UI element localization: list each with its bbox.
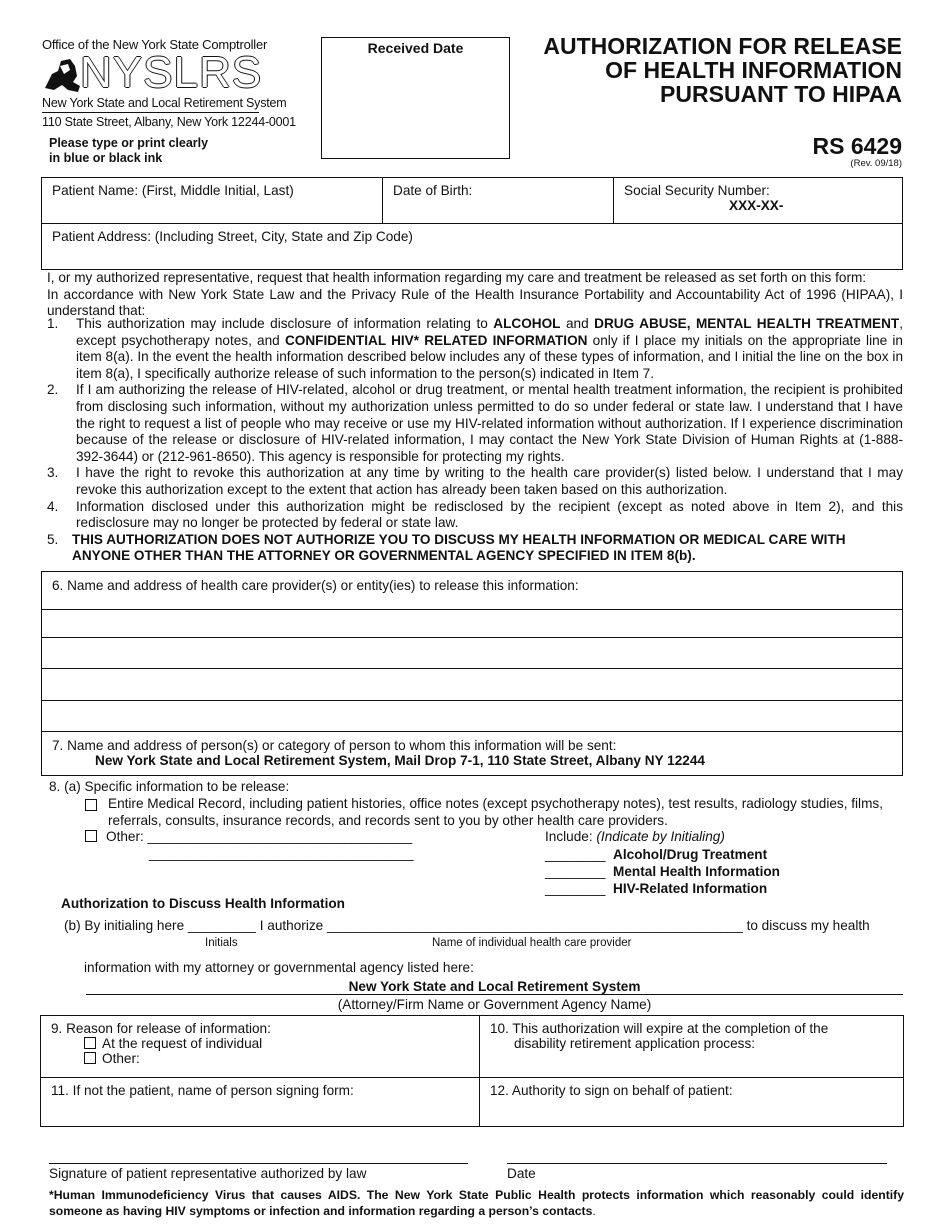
signer-name-field[interactable]: 11. If not the patient, name of person signing form: bbox=[41, 1078, 480, 1127]
info-line: information with my attorney or governmental agency listed here: bbox=[84, 960, 474, 975]
recipient-field: 7. Name and address of person(s) or category of person to whom this information will be sent: New York State and Local Retirement System, Mail Drop 7-1, 110 State Street, Albany NY 12244 bbox=[42, 732, 903, 776]
mental-health-option[interactable]: ________ Mental Health Information bbox=[545, 864, 780, 879]
list-item: 2. If I am authorizing the release of HIV-related, alcohol or drug treatment, or mental health treatment information, the recipient is prohibited from disclosing such information, without my authorization unless permitted to do so under federal or state law. I understand that I have the right to request a list of people who may receive or use my HIV-related information without authorization. If I experience discrimination because of the release or disclosure of HIV-related information, I may contact the New York State Division of Human Rights at (1-888-392-3644) or (212-961-8650). This agency is responsible for protecting my rights. bbox=[47, 382, 903, 464]
recipient-value: New York State and Local Retirement System, Mail Drop 7-1, 110 State Street, Albany NY 12244 bbox=[95, 753, 705, 768]
ssn-field[interactable]: Social Security Number: XXX-XX- bbox=[614, 178, 903, 224]
authority-field[interactable]: 12. Authority to sign on behalf of patient: bbox=[480, 1078, 904, 1127]
agency-value: New York State and Local Retirement System bbox=[86, 979, 903, 995]
entire-record-checkbox[interactable] bbox=[85, 799, 97, 811]
provider-line-4[interactable] bbox=[42, 701, 903, 732]
section-8b-line[interactable]: (b) By initialing here _________ I authorize _______________________________________________________ to discuss my health bbox=[64, 918, 870, 933]
date-of-birth-field[interactable]: Date of Birth: bbox=[383, 178, 614, 224]
date-caption: Date bbox=[507, 1166, 536, 1181]
office-address: 110 State Street, Albany, New York 12244-0001 bbox=[42, 115, 296, 129]
provider-line-2[interactable] bbox=[42, 638, 903, 669]
instructions: Please type or print clearly in blue or black ink bbox=[49, 136, 209, 165]
reason-other-checkbox[interactable] bbox=[84, 1052, 96, 1064]
received-date-box[interactable] bbox=[321, 37, 510, 159]
other-line-2[interactable]: ___________________________________ bbox=[149, 846, 414, 861]
list-item: 5. THIS AUTHORIZATION DOES NOT AUTHORIZE YOU TO DISCUSS MY HEALTH INFORMATION OR MEDICAL CARE WITH ANYONE OTHER THAN THE ATTORNEY OR GOVERNMENTAL AGENCY SPECIFIED IN ITEM 8(b). bbox=[47, 531, 846, 564]
request-checkbox[interactable] bbox=[84, 1037, 96, 1049]
patient-info-table bbox=[41, 177, 903, 270]
list-item: 1. This authorization may include disclosure of information relating to ALCOHOL and DRUG ABUSE, MENTAL HEALTH TREATMENT, except psychotherapy notes, and CONFIDENTIAL HIV* RELATED INFORMATION only if I place my initials on the appropriate line in item 8(a). In the event the health information described below includes any of these types of information, and I initial the line on the box in item 8(a), I specifically authorize release of such information to the person(s) indicated in Item 7. bbox=[47, 316, 903, 381]
reason-other-option[interactable]: Other: bbox=[51, 1051, 469, 1066]
list-item: 3. I have the right to revoke this authorization at any time by writing to the health care provider(s) listed below. I understand that I may revoke this authorization except to the extent that action has already been taken based on this authorization. bbox=[47, 465, 903, 497]
date-line[interactable] bbox=[507, 1163, 887, 1164]
provider-table bbox=[41, 571, 903, 776]
received-date-label: Received Date bbox=[367, 40, 464, 56]
revision-date: (Rev. 09/18) bbox=[850, 158, 902, 169]
provider-label: 6. Name and address of health care provider(s) or entity(ies) to release this information: bbox=[42, 572, 903, 610]
alcohol-drug-option[interactable]: ________ Alcohol/Drug Treatment bbox=[545, 847, 768, 862]
other-option[interactable]: Other: ___________________________________ bbox=[85, 829, 412, 844]
logo-wordmark: NYSLRS bbox=[80, 48, 263, 97]
reason-field: 9. Reason for release of information: At the request of individual Other: bbox=[41, 1016, 480, 1078]
provider-line-1[interactable] bbox=[42, 610, 903, 638]
initials-caption: Initials bbox=[205, 937, 238, 949]
form-title: AUTHORIZATION FOR RELEASE OF HEALTH INFORMATION PURSUANT TO HIPAA bbox=[543, 33, 902, 107]
reason-request-option[interactable]: At the request of individual bbox=[51, 1036, 469, 1051]
system-name: New York State and Local Retirement System bbox=[42, 96, 287, 110]
auth-discuss-heading: Authorization to Discuss Health Information bbox=[61, 896, 345, 911]
footnote: *Human Immunodeficiency Virus that causes AIDS. The New York State Public Health protects information which reasonably could identify someone as having HIV symptoms or infection and information regarding a person’s contacts. bbox=[49, 1188, 904, 1218]
signature-caption: Signature of patient representative authorized by law bbox=[49, 1166, 367, 1181]
intro-text: I, or my authorized representative, request that health information regarding my care and treatment be released as set forth on this form: In accordance with New York State Law and the Privacy Rule of the Health Insurance Portability and Accountability Act of 1996 (HIPAA), I understand that: bbox=[47, 270, 903, 319]
list-item: 4. Information disclosed under this authorization might be redisclosed by the recipient (except as noted above in Item 2), and this redisclosure may no longer be protected by federal or state law. bbox=[47, 498, 903, 531]
nyslrs-logo bbox=[42, 48, 263, 99]
include-label: Include: (Indicate by Initialing) bbox=[545, 829, 725, 844]
expiration-field: 10. This authorization will expire at the completion of the disability retirement application process: bbox=[480, 1016, 904, 1078]
include-options bbox=[545, 846, 780, 897]
provider-line-3[interactable] bbox=[42, 669, 903, 701]
form-number: RS 6429 bbox=[812, 133, 902, 159]
patient-address-field[interactable]: Patient Address: (Including Street, City, State and Zip Code) bbox=[42, 224, 903, 270]
logo-divider bbox=[42, 112, 259, 113]
hiv-option[interactable]: ________ HIV-Related Information bbox=[545, 881, 768, 896]
terms-list bbox=[47, 316, 903, 565]
reason-table bbox=[40, 1015, 904, 1127]
entire-record-option[interactable]: Entire Medical Record, including patient histories, office notes (except psychotherapy notes), test results, radiology studies, films, referrals, consults, insurance records, and records sent to you by other health care providers. bbox=[85, 796, 885, 829]
section-8a-label: 8. (a) Specific information to be release: bbox=[49, 779, 290, 794]
agency-caption: (Attorney/Firm Name or Government Agency Name) bbox=[337, 997, 652, 1012]
ssn-prefix: XXX-XX- bbox=[729, 198, 784, 213]
provider-caption: Name of individual health care provider bbox=[432, 937, 632, 949]
signature-line[interactable] bbox=[49, 1163, 468, 1164]
other-checkbox[interactable] bbox=[85, 830, 97, 842]
patient-name-field[interactable]: Patient Name: (First, Middle Initial, Last) bbox=[42, 178, 383, 224]
office-name: Office of the New York State Comptroller bbox=[42, 37, 268, 52]
